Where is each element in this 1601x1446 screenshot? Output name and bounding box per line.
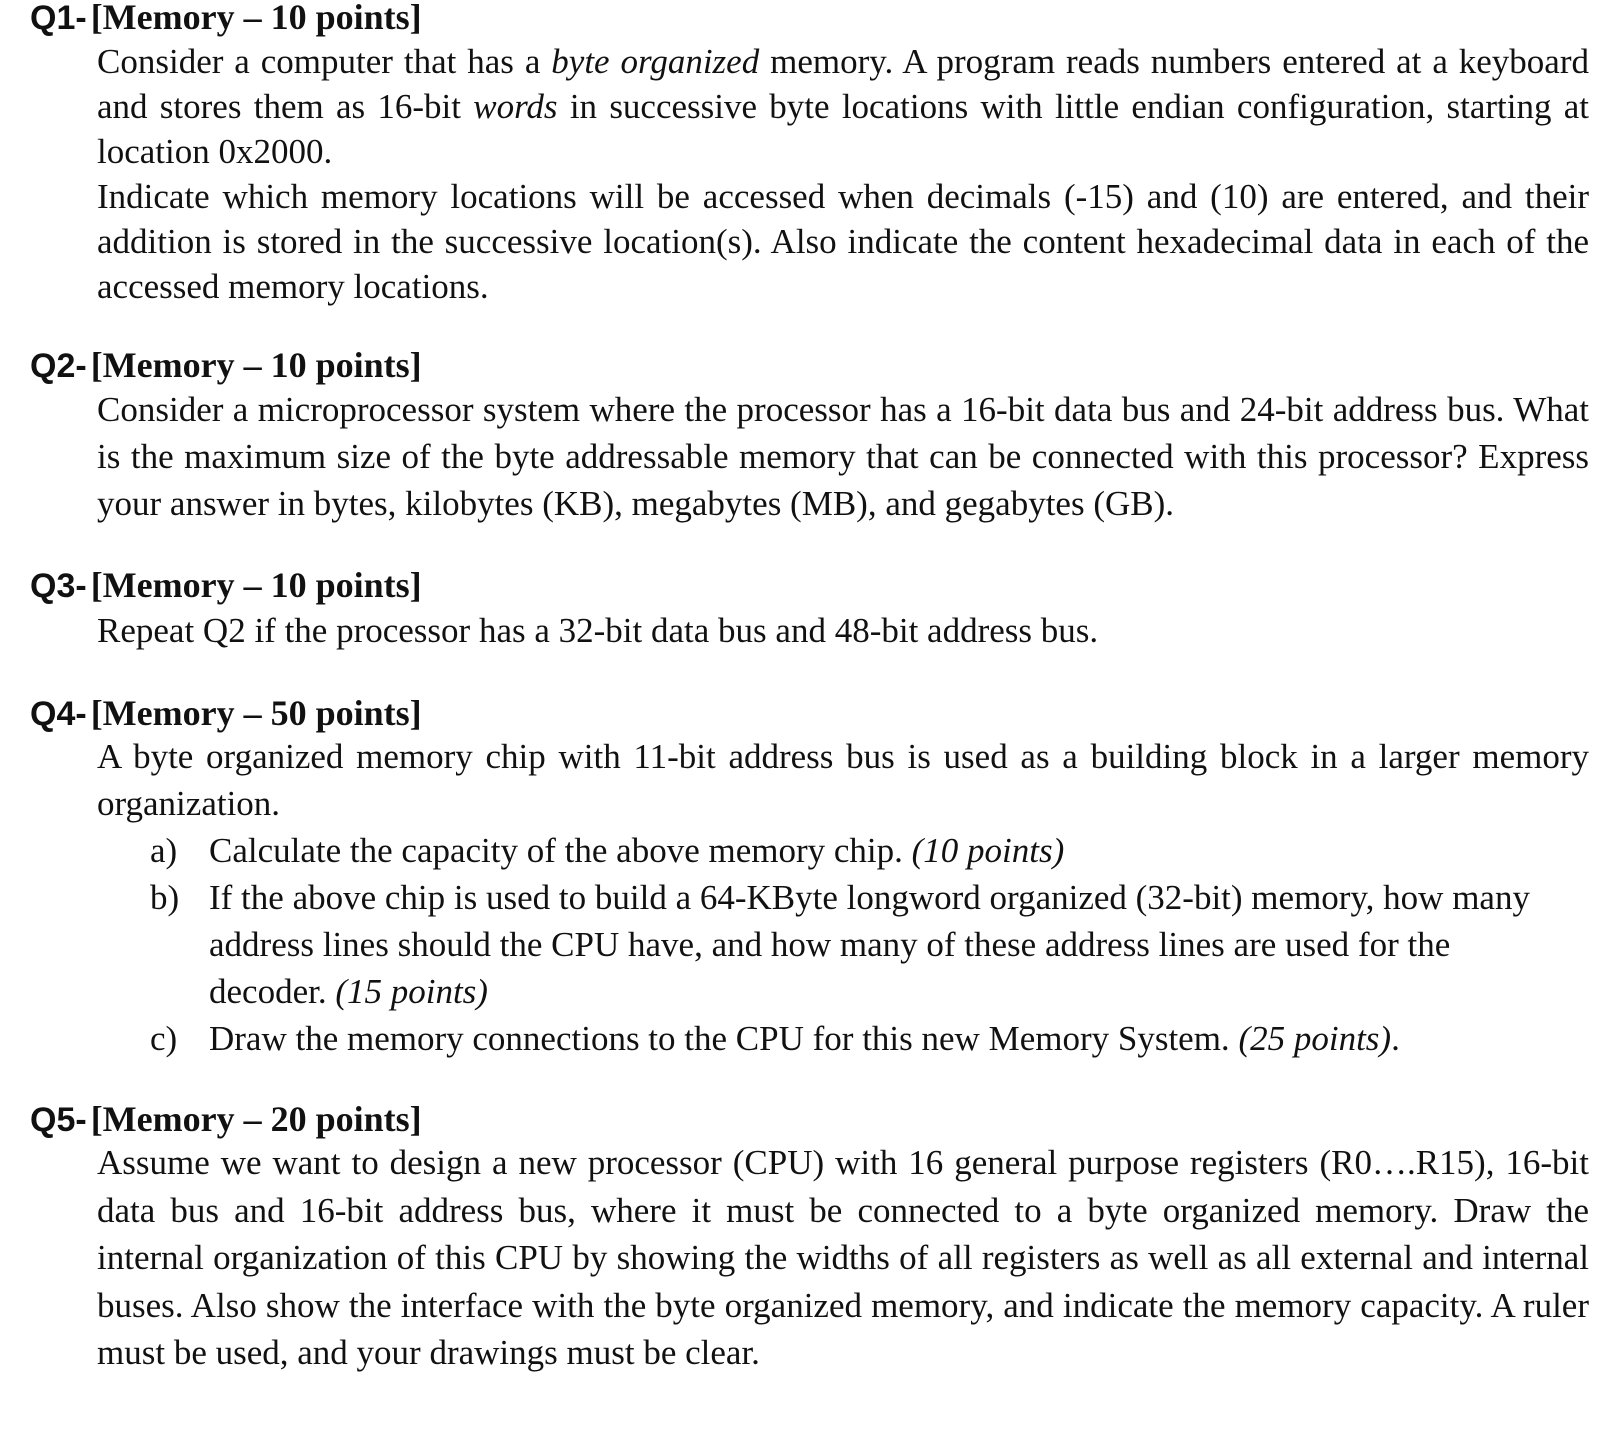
question-4-part-b xyxy=(150,874,1590,1015)
question-2-text: Consider a microprocessor system where the processor has a 16-bit data bus and 24-bit address bus. What is the maximum size of the byte addressable memory that can be connected with this processor? Express your answer in bytes, kilobytes (KB), megabytes (MB), and gegabytes (GB). xyxy=(97,390,1589,523)
question-5-tag: [Memory – 20 points] xyxy=(90,1099,422,1139)
question-5-number: Q5- xyxy=(30,1101,87,1139)
emphasis-words: words xyxy=(473,87,558,126)
question-3-tag: [Memory – 10 points] xyxy=(90,565,422,605)
emphasis-byte-organized: byte organized xyxy=(551,42,760,81)
question-1-tag: [Memory – 10 points] xyxy=(90,0,422,37)
question-1-number: Q1- xyxy=(30,0,87,37)
question-1-body xyxy=(97,39,1589,309)
question-4-number: Q4- xyxy=(30,695,87,733)
question-4-tag: [Memory – 50 points] xyxy=(90,693,422,733)
question-4-part-a xyxy=(150,827,1590,874)
question-4-parts xyxy=(150,827,1590,1062)
part-b-points: (15 points) xyxy=(335,972,488,1011)
part-c-points: (25 points) xyxy=(1238,1019,1392,1058)
question-1-heading xyxy=(30,0,422,39)
part-a-points: (10 points) xyxy=(911,831,1065,870)
part-c-text: Draw the memory connections to the CPU for this new Memory System. (25 points). xyxy=(209,1019,1400,1058)
question-4-text: A byte organized memory chip with 11-bit address bus is used as a building block in a larger memory organization. xyxy=(97,737,1589,823)
part-a-marker: a) xyxy=(150,831,178,870)
question-2-body xyxy=(97,386,1589,527)
question-3-text: Repeat Q2 if the processor has a 32-bit data bus and 48-bit address bus. xyxy=(97,611,1099,650)
question-5-heading xyxy=(30,1097,422,1141)
question-2-heading xyxy=(30,343,422,387)
question-2-tag: [Memory – 10 points] xyxy=(90,345,422,385)
question-3-number: Q3- xyxy=(30,567,87,605)
part-b-text: If the above chip is used to build a 64-KByte longword organized (32-bit) memory, how many address lines should the CPU have, and how many of these address lines are used for the decoder. (15 points) xyxy=(209,878,1530,1011)
part-b-marker: b) xyxy=(150,878,180,917)
question-3-body xyxy=(97,608,1589,653)
part-c-marker: c) xyxy=(150,1019,178,1058)
question-4-heading xyxy=(30,691,422,735)
question-4-body xyxy=(97,733,1589,827)
question-4-part-c xyxy=(150,1015,1590,1062)
question-5-text: Assume we want to design a new processor (CPU) with 16 general purpose registers (R0….R15), 16-bit data bus and 16-bit address bus, where it must be connected to a byte organized memory. Draw the internal organization of this CPU by showing the widths of all registers as well as all external and internal buses. Also show the interface with the byte organized memory, and indicate the memory capacity. A ruler must be used, and your drawings must be clear. xyxy=(97,1143,1589,1372)
question-1-paragraph-2: Indicate which memory locations will be accessed when decimals (-15) and (10) are entered, and their addition is stored in the successive location(s). Also indicate the content hexadecimal data in each of the accessed memory locations. xyxy=(97,177,1589,306)
question-3-heading xyxy=(30,563,422,607)
part-a-text: Calculate the capacity of the above memory chip. (10 points) xyxy=(209,831,1065,870)
question-5-body xyxy=(97,1139,1589,1377)
question-2-number: Q2- xyxy=(30,347,87,385)
question-1-paragraph-1: Consider a computer that has a byte organized memory. A program reads numbers entered at a keyboard and stores them as 16-bit words in successive byte locations with little endian configuration, starting at location 0x2000. xyxy=(97,42,1589,171)
